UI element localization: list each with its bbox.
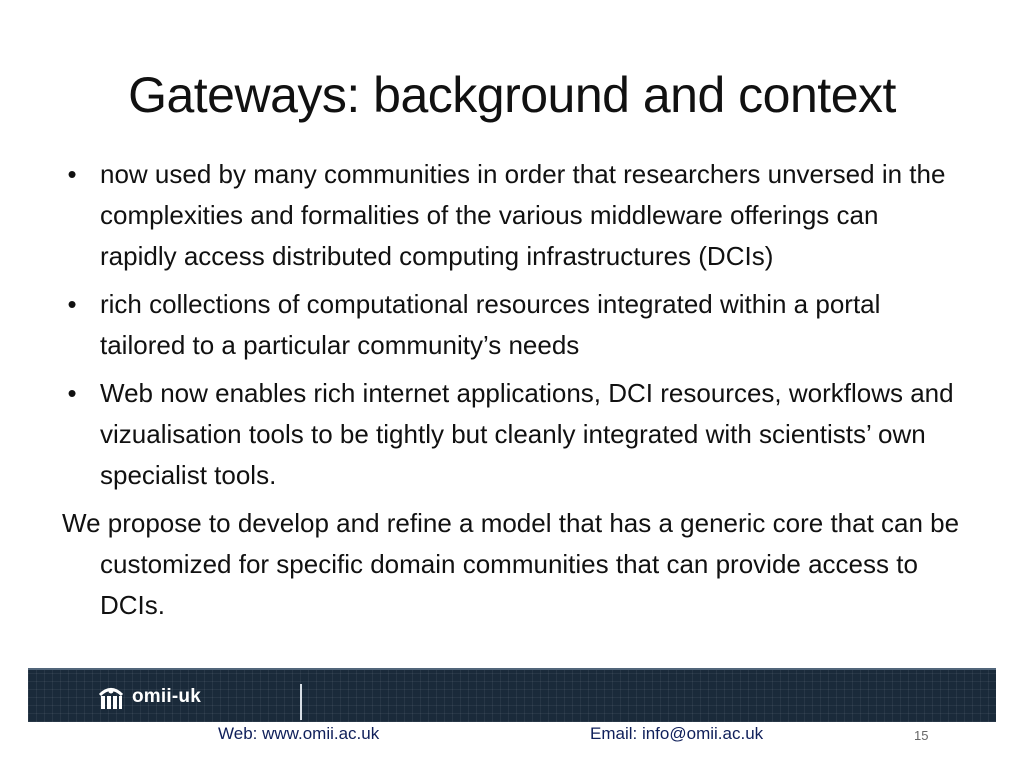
slide-title: Gateways: background and context: [128, 67, 896, 123]
footer-banner: [28, 668, 996, 722]
logo-text: omii-uk: [132, 686, 201, 707]
bullet-item: [62, 373, 962, 496]
bullet-marker: •: [67, 159, 77, 189]
proposal-paragraph: We propose to develop and refine a model that has a generic core that can be customized for specific domain communities that can provide access to DCIs.: [62, 508, 960, 620]
footer-web-link[interactable]: Web: www.omii.ac.uk: [218, 724, 380, 743]
bullet-text: rich collections of computational resources integrated within a portal tailored to a particular community’s needs: [100, 289, 881, 360]
bullet-item: [62, 284, 962, 366]
bullet-item: [62, 154, 962, 277]
slide-content: [62, 154, 962, 626]
bullet-marker: •: [67, 378, 77, 408]
bullet-text: now used by many communities in order that researchers unversed in the complexities and formalities of the various middleware offerings can rapidly access distributed computing infrastructures (DCIs): [100, 159, 946, 271]
page-number: 15: [914, 728, 929, 743]
footer-divider: [300, 684, 302, 720]
omii-uk-logo-icon: [96, 682, 126, 712]
bullet-marker: •: [67, 289, 77, 319]
bullet-text: Web now enables rich internet applications, DCI resources, workflows and vizualisation tools to be tightly but cleanly integrated with scientists’ own specialist tools.: [100, 378, 954, 490]
omii-uk-logo: [96, 682, 201, 712]
footer-email-link[interactable]: Email: info@omii.ac.uk: [590, 724, 764, 743]
